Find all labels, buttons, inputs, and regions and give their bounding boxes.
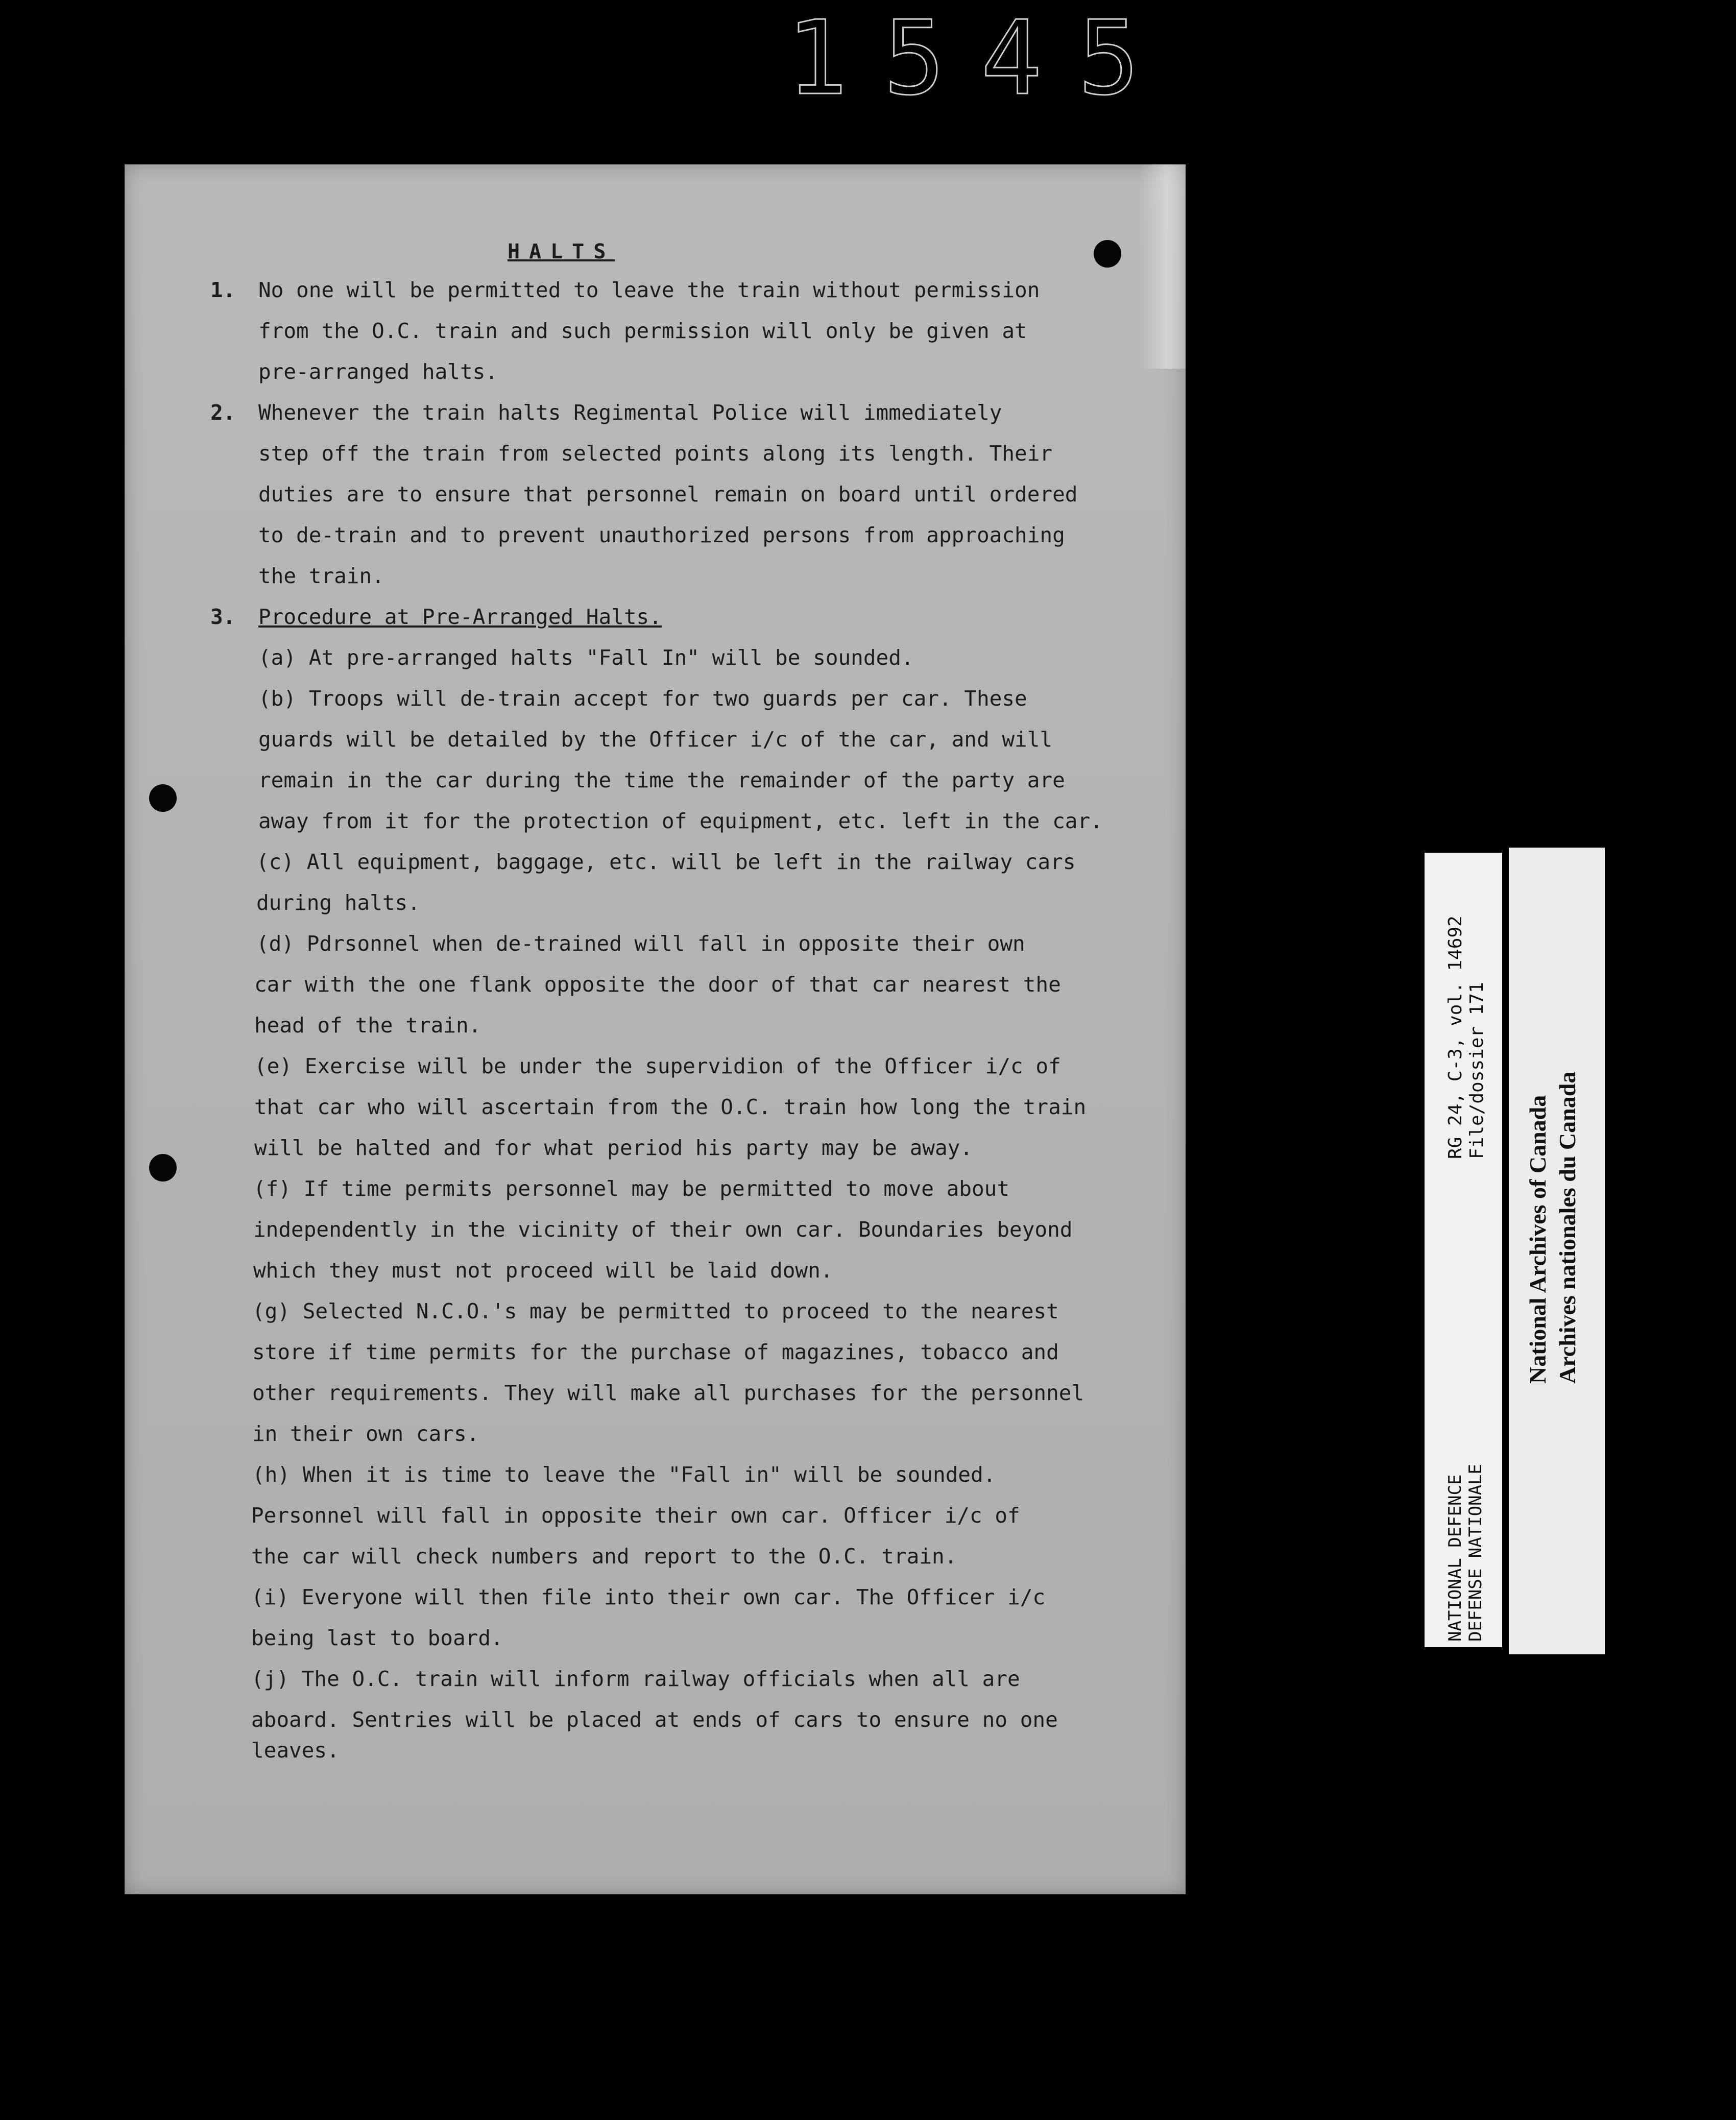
text-line: store if time permits for the purchase of magazines, tobacco and <box>252 1340 1059 1364</box>
text-line: leaves. <box>251 1738 340 1763</box>
reference-line: File/dossier 171 <box>1466 982 1487 1159</box>
text-line: to de-train and to prevent unauthorized persons from approaching <box>258 523 1065 547</box>
frame-number: 1545 <box>786 0 1175 118</box>
text-line: from the O.C. train and such permission will only be given at <box>258 319 1027 343</box>
text-line: Personnel will fall in opposite their own car. Officer i/c of <box>251 1503 1020 1528</box>
text-line: Whenever the train halts Regimental Police will immediately <box>258 400 1002 425</box>
item-number: 3. <box>210 605 236 629</box>
department-line: NATIONAL DEFENCE <box>1445 1474 1465 1642</box>
text-line: (g) Selected N.C.O.'s may be permitted to proceed to the nearest <box>252 1299 1059 1323</box>
institution-name-en: National Archives of Canada <box>1525 1095 1551 1384</box>
item-number: 2. <box>210 400 236 425</box>
text-line: remain in the car during the time the remainder of the party are <box>258 768 1065 792</box>
text-line: (i) Everyone will then file into their own car. The Officer i/c <box>251 1585 1046 1609</box>
text-line: car with the one flank opposite the door of that car nearest the <box>254 972 1061 997</box>
text-line: (h) When it is time to leave the "Fall in" will be sounded. <box>252 1462 996 1487</box>
text-line: head of the train. <box>254 1013 481 1038</box>
text-line: (a) At pre-arranged halts "Fall In" will be sounded. <box>258 645 914 670</box>
document-title: HALTS <box>508 240 615 263</box>
text-line: aboard. Sentries will be placed at ends of cars to ensure no one <box>251 1707 1058 1732</box>
text-line: that car who will ascertain from the O.C. train how long the train <box>254 1095 1087 1119</box>
text-line: away from it for the protection of equipment, etc. left in the car. <box>258 809 1103 833</box>
text-line: (f) If time permits personnel may be permitted to move about <box>253 1176 1010 1201</box>
institution-name-fr: Archives nationales du Canada <box>1554 1071 1580 1384</box>
text-line: step off the train from selected points along its length. Their <box>258 441 1053 466</box>
department-line: DEFENSE NATIONALE <box>1465 1464 1486 1642</box>
text-line: which they must not proceed will be laid down. <box>253 1258 833 1283</box>
section-heading: Procedure at Pre-Arranged Halts. <box>258 605 662 629</box>
text-line: (d) Pdrsonnel when de-trained will fall in opposite their own <box>256 931 1025 956</box>
text-line: pre-arranged halts. <box>258 359 498 384</box>
text-line: during halts. <box>256 890 420 915</box>
text-line: the train. <box>258 564 384 588</box>
archive-institution-label <box>1509 848 1605 1654</box>
text-line: guards will be detailed by the Officer i/c of the car, and will <box>258 727 1053 752</box>
text-line: will be halted and for what period his party may be away. <box>254 1136 973 1160</box>
archive-reference-label <box>1425 853 1502 1647</box>
text-line: (b) Troops will de-train accept for two guards per car. These <box>258 686 1027 711</box>
text-line: duties are to ensure that personnel remain on board until ordered <box>258 482 1078 507</box>
text-line: the car will check numbers and report to the O.C. train. <box>251 1544 957 1569</box>
item-number: 1. <box>210 278 236 302</box>
text-line: other requirements. They will make all purchases for the personnel <box>252 1381 1084 1405</box>
text-line: (j) The O.C. train will inform railway officials when all are <box>251 1667 1020 1691</box>
document-page <box>125 164 1186 1894</box>
text-line: being last to board. <box>251 1626 503 1650</box>
document-body <box>125 164 1186 1894</box>
text-line: (c) All equipment, baggage, etc. will be left in the railway cars <box>256 850 1076 874</box>
text-line: No one will be permitted to leave the train without permission <box>258 278 1040 302</box>
text-line: independently in the vicinity of their own car. Boundaries beyond <box>253 1217 1073 1242</box>
text-line: in their own cars. <box>252 1422 479 1446</box>
reference-line: RG 24, C-3, vol. 14692 <box>1445 916 1466 1159</box>
text-line: (e) Exercise will be under the supervidion of the Officer i/c of <box>254 1054 1061 1078</box>
